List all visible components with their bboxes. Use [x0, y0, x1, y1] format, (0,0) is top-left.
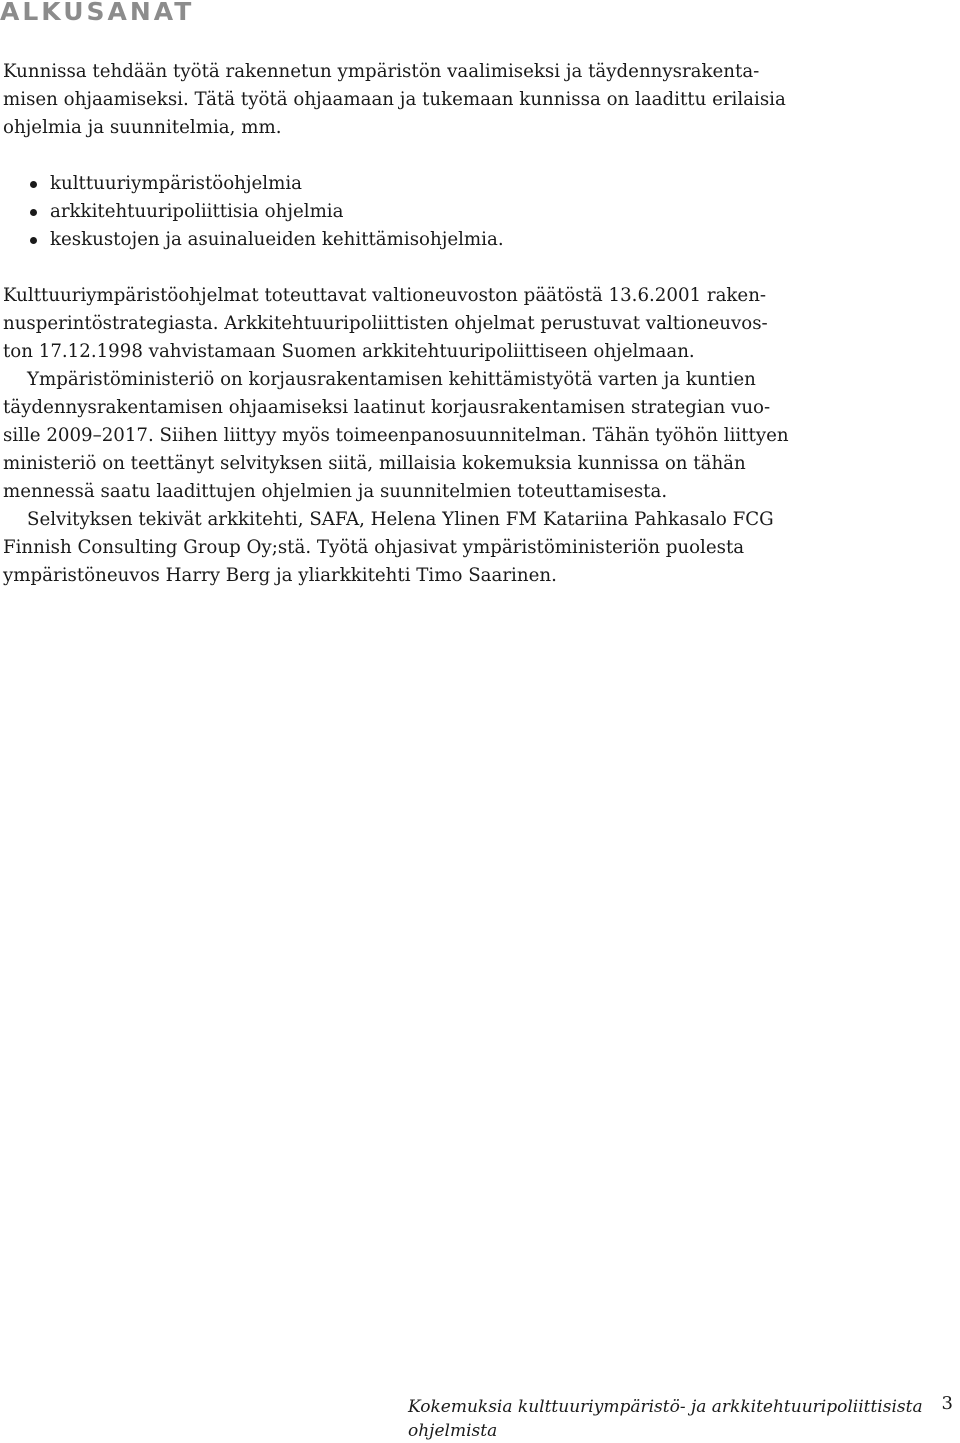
text-line: Finnish Consulting Group Oy;stä. Työtä ohjasivat ympäristöministeriön puolesta: [3, 537, 745, 558]
list-item: [3, 170, 790, 198]
text-line: ton 17.12.1998 vahvistamaan Suomen arkkitehtuuripoliittiseen ohjelmaan.: [3, 341, 695, 362]
document-body: [3, 58, 790, 590]
text-line: nusperintöstrategiasta. Arkkitehtuuripoliittisten ohjelmat perustuvat valtioneuvos-: [3, 313, 768, 334]
text-line: täydennysrakentamisen ohjaamiseksi laatinut korjausrakentamisen strategian vuo-: [3, 397, 771, 418]
text-line: ohjelmia ja suunnitelmia, mm.: [3, 117, 282, 138]
page-heading: ALKUSANAT: [0, 0, 195, 26]
text-line: Ympäristöministeriö on korjausrakentamisen kehittämistyötä varten ja kuntien: [27, 369, 756, 390]
paragraph-programs: [3, 282, 790, 366]
footer-title: Kokemuksia kulttuuriympäristö- ja arkkitehtuuripoliittisista ohjelmista: [408, 1397, 923, 1441]
paragraph-ministry: [3, 366, 790, 506]
list-item-text: kulttuuriympäristöohjelmia: [50, 173, 303, 194]
text-line: ministeriö on teettänyt selvityksen siitä, millaisia kokemuksia kunnissa on tähän: [3, 453, 746, 474]
intro-paragraph: [3, 58, 790, 142]
bullet-list: [3, 170, 790, 254]
text-line: Selvityksen tekivät arkkitehti, SAFA, Helena Ylinen FM Katariina Pahkasalo FCG: [27, 509, 774, 530]
spacer: [3, 142, 790, 170]
bullet-icon: [30, 237, 37, 244]
list-item-text: arkkitehtuuripoliittisia ohjelmia: [50, 201, 344, 222]
bullet-icon: [30, 181, 37, 188]
page-footer: [408, 1395, 953, 1443]
text-line: misen ohjaamiseksi. Tätä työtä ohjaamaan ja tukemaan kunnissa on laadittu erilaisia: [3, 89, 786, 110]
text-line: Kunnissa tehdään työtä rakennetun ympäristön vaalimiseksi ja täydennysrakenta-: [3, 61, 760, 82]
text-line: mennessä saatu laadittujen ohjelmien ja suunnitelmien toteuttamisesta.: [3, 481, 668, 502]
list-item: [3, 198, 790, 226]
list-item-text: keskustojen ja asuinalueiden kehittämisohjelmia.: [50, 229, 504, 250]
page-number: 3: [941, 1393, 953, 1414]
spacer: [3, 254, 790, 282]
bullet-icon: [30, 209, 37, 216]
paragraph-authors: [3, 506, 790, 590]
list-item: [3, 226, 790, 254]
text-line: sille 2009–2017. Siihen liittyy myös toimeenpanosuunnitelman. Tähän työhön liittyen: [3, 425, 789, 446]
text-line: Kulttuuriympäristöohjelmat toteuttavat valtioneuvoston päätöstä 13.6.2001 raken-: [3, 285, 767, 306]
text-line: ympäristöneuvos Harry Berg ja yliarkkitehti Timo Saarinen.: [3, 565, 557, 586]
